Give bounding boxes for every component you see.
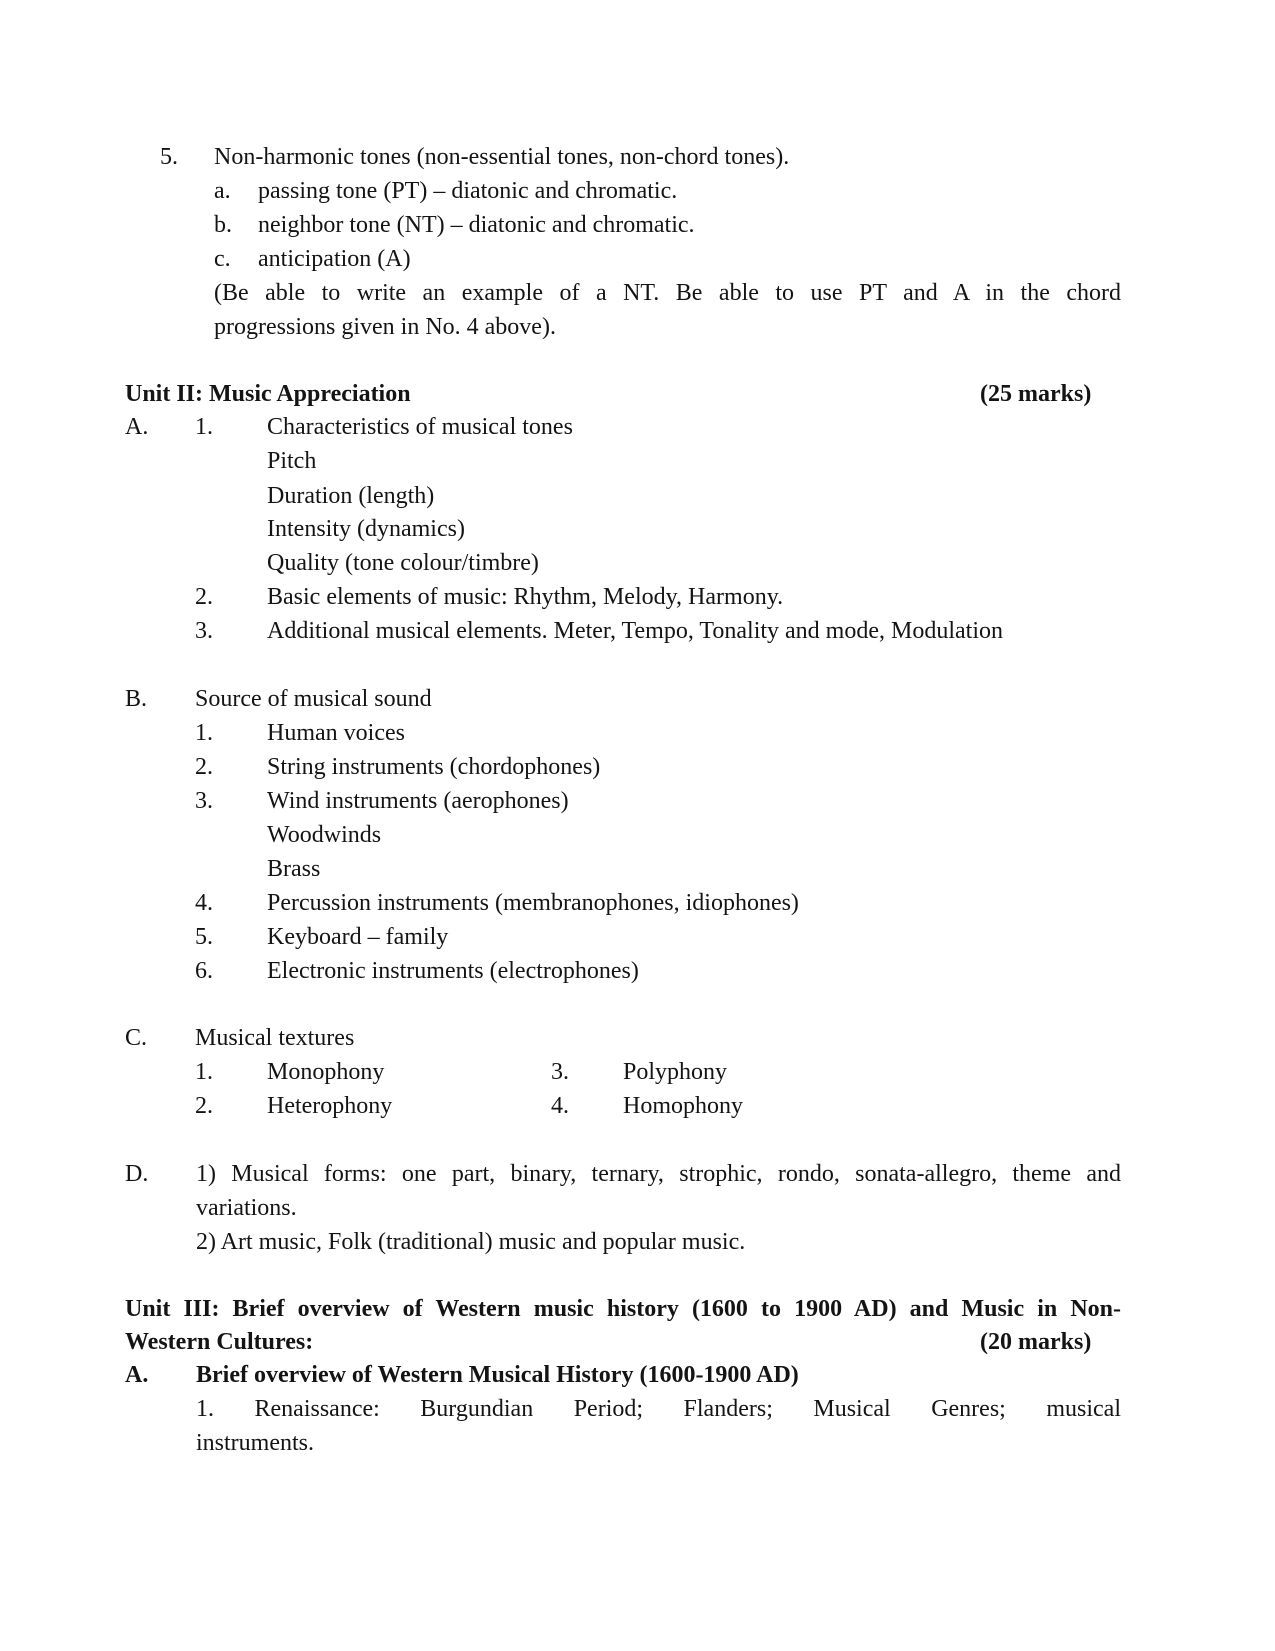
section-a-letter: A. [125, 414, 149, 440]
item-5c-letter: c. [214, 246, 231, 272]
section-d-line2: variations. [196, 1195, 297, 1221]
section-c-item-text: Polyphony [623, 1059, 728, 1085]
section-c-letter: C. [125, 1025, 148, 1051]
item-5-note-line2: progressions given in No. 4 above). [214, 314, 556, 340]
section-a-item-text: Quality (tone colour/timbre) [267, 550, 539, 576]
section-c-item-text: Heterophony [267, 1093, 393, 1119]
section-d-letter: D. [125, 1161, 149, 1187]
section-b-item-number: 2. [195, 754, 213, 780]
section-c-title: Musical textures [195, 1025, 355, 1051]
item-5-title: Non-harmonic tones (non-essential tones, non-chord tones). [214, 144, 790, 170]
section-a-item-text: Duration (length) [267, 483, 435, 509]
unit-3-item-1-line1: 1. Renaissance: Burgundian Period; Flanders; Musical Genres; musical [196, 1396, 1121, 1422]
item-5a-letter: a. [214, 178, 231, 204]
unit-2-title: Unit II: Music Appreciation [125, 381, 411, 407]
section-d-line1: 1) Musical forms: one part, binary, ternary, strophic, rondo, sonata-allegro, theme and [196, 1161, 1121, 1187]
section-c-item-text: Monophony [267, 1059, 385, 1085]
section-a-item-text: Basic elements of music: Rhythm, Melody, Harmony. [267, 584, 784, 610]
section-b-letter: B. [125, 686, 148, 712]
section-c-item-number: 3. [551, 1059, 569, 1085]
item-5b-letter: b. [214, 212, 232, 238]
unit-2-marks: (25 marks) [980, 381, 1092, 407]
section-b-item-number: 4. [195, 890, 213, 916]
section-b-item-text: Brass [267, 856, 321, 882]
section-c-item-number: 4. [551, 1093, 569, 1119]
section-b-item-number: 5. [195, 924, 213, 950]
section-a-item-number: 2. [195, 584, 213, 610]
section-b-item-text: Woodwinds [267, 822, 382, 848]
section-b-item-number: 3. [195, 788, 213, 814]
section-b-item-number: 6. [195, 958, 213, 984]
section-c-item-number: 2. [195, 1093, 213, 1119]
unit-3-section-a-title: Brief overview of Western Musical History (1600-1900 AD) [196, 1362, 799, 1388]
item-5-number: 5. [160, 144, 178, 170]
section-b-item-text: Wind instruments (aerophones) [267, 788, 569, 814]
item-5-note-line1: (Be able to write an example of a NT. Be able to use PT and A in the chord [214, 280, 1121, 306]
unit-3-item-1-line2: instruments. [196, 1430, 314, 1456]
section-d-line3: 2) Art music, Folk (traditional) music and popular music. [196, 1229, 746, 1255]
section-c-item-number: 1. [195, 1059, 213, 1085]
section-a-item-number: 3. [195, 618, 213, 644]
section-b-item-text: Keyboard – family [267, 924, 449, 950]
item-5c-text: anticipation (A) [258, 246, 411, 272]
section-b-item-text: String instruments (chordophones) [267, 754, 601, 780]
unit-3-title-line2: Western Cultures: [125, 1329, 314, 1355]
section-b-item-text: Percussion instruments (membranophones, idiophones) [267, 890, 799, 916]
section-a-item-text: Additional musical elements. Meter, Tempo, Tonality and mode, Modulation [267, 618, 1003, 644]
unit-3-marks: (20 marks) [980, 1329, 1092, 1355]
section-a-item-number: 1. [195, 414, 213, 440]
section-b-item-text: Electronic instruments (electrophones) [267, 958, 639, 984]
item-5a-text: passing tone (PT) – diatonic and chromatic. [258, 178, 678, 204]
section-a-item-text: Intensity (dynamics) [267, 516, 465, 542]
unit-3-section-a-letter: A. [125, 1362, 149, 1388]
unit-3-title-line1: Unit III: Brief overview of Western music history (1600 to 1900 AD) and Music in Non- [125, 1296, 1121, 1322]
section-b-title: Source of musical sound [195, 686, 432, 712]
item-5b-text: neighbor tone (NT) – diatonic and chromatic. [258, 212, 695, 238]
section-b-item-number: 1. [195, 720, 213, 746]
section-c-item-text: Homophony [623, 1093, 743, 1119]
section-a-item-text: Characteristics of musical tones [267, 414, 573, 440]
section-b-item-text: Human voices [267, 720, 405, 746]
section-a-item-text: Pitch [267, 448, 317, 474]
